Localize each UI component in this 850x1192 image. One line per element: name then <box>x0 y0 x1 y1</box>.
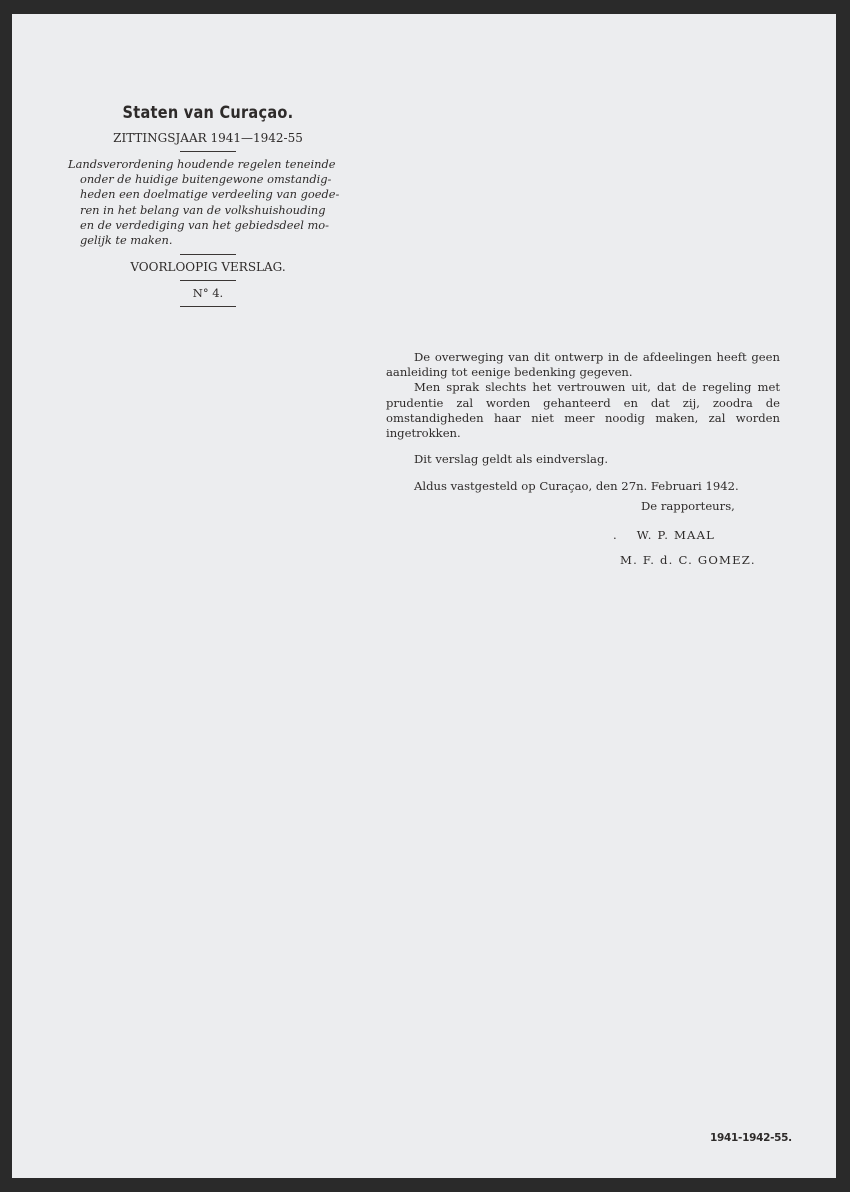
body-paragraph: Dit verslag geldt als eindverslag. <box>414 452 609 467</box>
page-code: 1941-1942-55. <box>710 1132 792 1144</box>
rapporteur-name: W. P. MAAL <box>636 528 716 542</box>
divider <box>180 254 236 255</box>
subject-line: en de verdediging van het gebiedsdeel mo- <box>80 217 329 232</box>
subject-line: ren in het belang van de volkshuishouding <box>80 202 326 217</box>
divider <box>180 151 236 152</box>
document-title: Staten van Curaçao. <box>122 103 294 122</box>
document-number: N° 4. <box>192 286 224 301</box>
signature-block: De rapporteurs, . W. P. MAAL M. F. d. C. GOMEZ. <box>610 499 800 568</box>
document-page <box>12 14 836 1178</box>
subject-line: Landsverordening houdende regelen teneinde <box>68 157 336 171</box>
closing-statement: Aldus vastgesteld op Curaçao, den 27n. Februari 1942. <box>414 479 739 494</box>
body-paragraph: De overweging van dit ontwerp in de afdeelingen heeft geen aanleiding tot eenige bedenking gegeven. <box>386 350 780 380</box>
subject-line: heden een doelmatige verdeeling van goede- <box>80 187 340 202</box>
body-paragraph: Men sprak slechts het vertrouwen uit, dat de regeling met prudentie zal worden gehanteerd en dat zij, zoodra de omstandigheden haar niet meer noodig maken, zal worden ingetrokken. <box>386 380 780 441</box>
document-header <box>64 102 352 312</box>
divider <box>180 280 236 281</box>
divider <box>180 306 236 307</box>
rapporteurs-label: De rapporteurs, <box>641 499 735 513</box>
subject-line: gelijk te maken. <box>80 233 173 248</box>
report-body <box>386 350 780 495</box>
report-type: VOORLOOPIG VERSLAG. <box>130 260 286 275</box>
rapporteur-name: M. F. d. C. GOMEZ. <box>620 553 756 567</box>
session-year: ZITTINGSJAAR 1941—1942-55 <box>113 131 303 145</box>
ordinance-subject <box>64 157 352 248</box>
subject-line: onder de huidige buitengewone omstandig- <box>80 172 332 187</box>
